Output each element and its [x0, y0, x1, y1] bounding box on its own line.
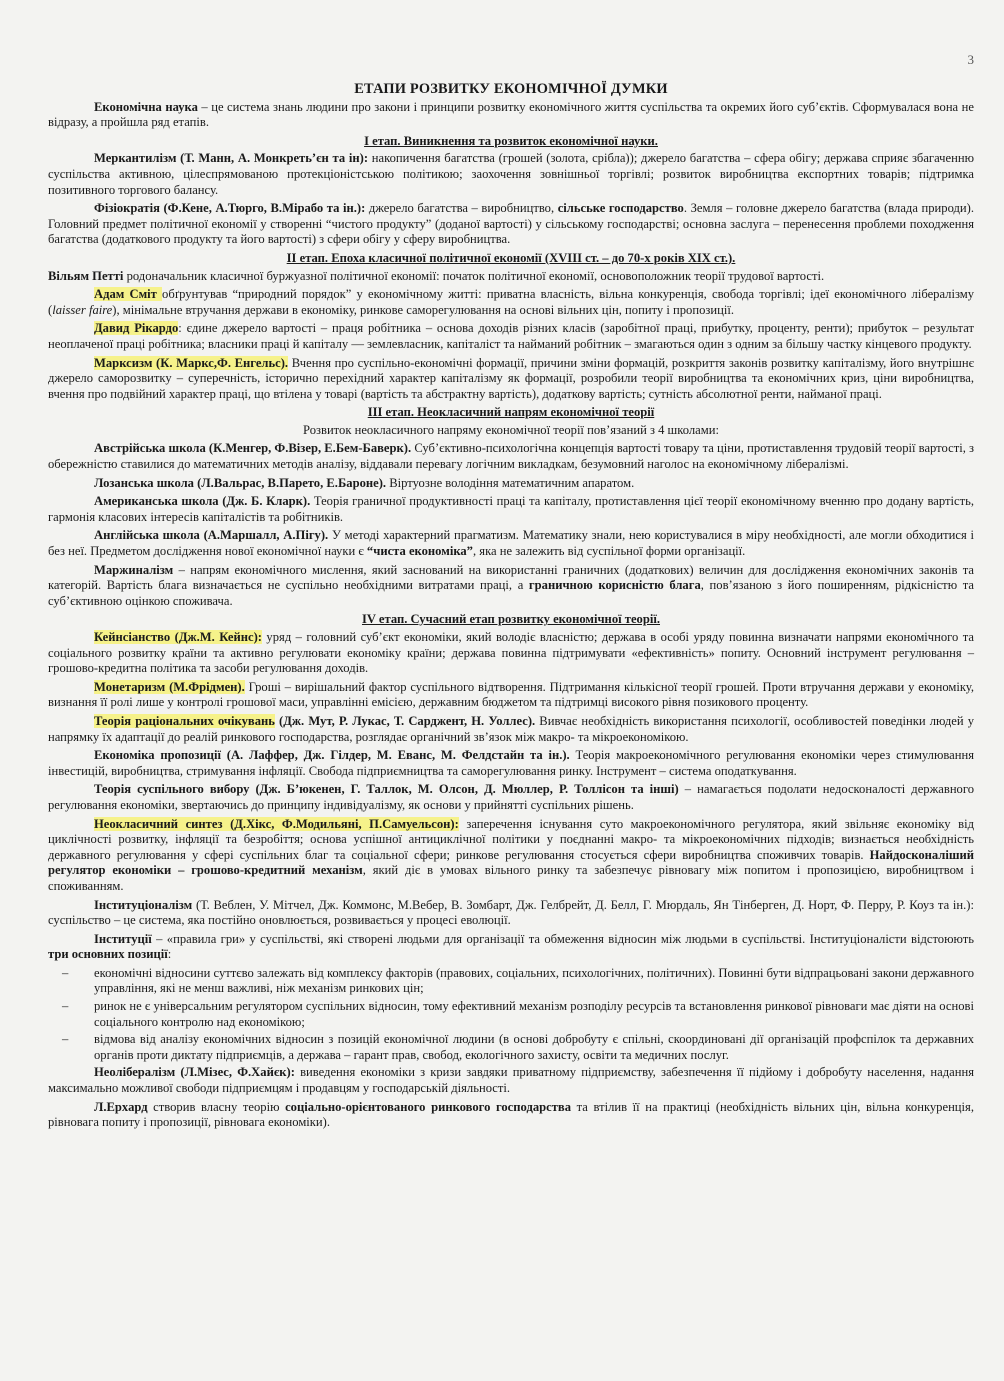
page-title: ЕТАПИ РОЗВИТКУ ЕКОНОМІЧНОЇ ДУМКИ [354, 81, 668, 97]
text: – намагається подолати недосконалості державного регулювання економіки, звертаючись до принципу індивідуалізму, як основи у прийнятті суспільних рішень. [48, 782, 975, 812]
mercantilism-paragraph [48, 151, 974, 198]
stage-2-heading: ІІ етап. Епоха класичної політичної економії (XVIII ст. – до 70-х років XIX ст.). [286, 250, 736, 265]
institutionalism-paragraph [48, 898, 974, 929]
highlighted-term: Монетаризм (М.Фрідмен). [94, 679, 245, 694]
term: Економіка пропозиції (А. Лаффер, Дж. Гілдер, М. Еванс, М. Фелдстайн та ін.). [94, 748, 570, 763]
neoclassical-synthesis-paragraph [48, 817, 974, 895]
smith-paragraph [48, 287, 974, 318]
text: виведення економіки з кризи завдяки приватному підприємству, забезпечення її підйому і добробуту населення, надання максимально можливої свободи підприємцям і продавцям у господарській діяльності. [48, 1065, 974, 1096]
text: ), мінімальне втручання держави в економіку, ринкове саморегулювання на основі вільних цін, попиту і пропозиції. [112, 302, 734, 317]
term: Маржиналізм [94, 562, 174, 577]
term: (Дж. Мут, Р. Лукас, Т. Сарджент, Н. Уоллес). [274, 713, 536, 728]
highlighted-term: Теорія раціональних очікувань [94, 713, 275, 728]
rational-expectations-paragraph [48, 714, 974, 745]
stage-3-intro: Розвиток неокласичного напряму економічної теорії пов’язаний з 4 школами: [303, 422, 719, 437]
text: джерело багатства – виробництво, [365, 201, 558, 216]
text: родоначальник класичної буржуазної політичної економії: початок політичної економії, основоположник теорії трудової вартості. [123, 268, 825, 283]
highlighted-term: Давид Рікардо [94, 321, 179, 336]
text: Вчення про суспільно-економічні формації, причини зміни формацій, розкриття законів розвитку капіталізму, його внутрішнє джерело саморозвитку – суперечність, історично перехідний характер капіталізму як формації, розробили теорії виробництва та економічних криз, ціни виробництва, вчення про подвійний характер праці, що втілена у товарі (вартість та абстрактну вартість), додаткову вартість; сутність абсолютної ренти, найманої праці. [48, 355, 974, 401]
american-school-paragraph [48, 494, 974, 525]
text: створив власну теорію [147, 1099, 286, 1114]
petty-paragraph [48, 269, 974, 285]
text: . Земля – головне джерело багатства (влада природи). Головний предмет політичної економії у створенні “чистого продукту” (доданої вартості) у сільському господарстві; основна заслуга – перенесення проблеми походження багатства (додаткового продукту та його вартості) з сфери обігу у сферу виробництва. [48, 201, 974, 247]
lausanne-school-paragraph [48, 476, 974, 492]
text: – «правила гри» у суспільстві, які створені людьми для організації та обмеження відносин між людьми в суспільстві. Інституціоналісти відстоюють [151, 931, 974, 946]
term: Меркантилізм (Т. Манн, А. Монкреть’єн та ін): [94, 151, 369, 166]
marxism-paragraph [48, 356, 974, 403]
highlighted-term: Марксизм (К. Маркс,Ф. Енгельс). [94, 355, 289, 370]
term: Австрійська школа (К.Менгер, Ф.Візер, Е.Бем-Баверк). [94, 441, 412, 456]
term: Неолібералізм (Л.Мізес, Ф.Хайєк): [94, 1065, 295, 1080]
term: Л.Ерхард [94, 1099, 148, 1114]
text: обґрунтував “природний порядок” у економічному житті: приватна власність, вільна конкуренція, свобода торгівлі; ідеї економічного лібералізму ( [48, 287, 975, 317]
austrian-school-paragraph [48, 441, 974, 472]
term: Англійська школа (А.Маршалл, А.Пігу). [94, 528, 329, 543]
term: Інституціоналізм [94, 897, 193, 912]
highlighted-term: Адам Сміт [94, 287, 163, 302]
intro-paragraph [48, 100, 974, 131]
text: уряд – головний суб’єкт економіки, який володіє власністю; держава в особі уряду повинна визначати напрями економічного та соціального розвитку країни та активно регулювати економіку країни; держава повинна підтримувати «ефективність» попиту. Основний інструмент регулювання – грошово-кредитна політика та засоби регулювання доходів. [48, 630, 974, 676]
text: : єдине джерело вартості – праця робітника – основа доходів різних класів (заробітної праці, прибутку, проценту, ренти); прибуток – результат неоплаченої праці робітника; власники праці й капіталу — землевласник, капіталіст та найманий робітник – змагаються один з одним за більшу частку кінцевого продукту. [48, 321, 974, 351]
text: Суб’єктивно-психологічна концепція вартості товару та ціни, протиставлення трудовій теорії вартості, з обережністю ставилися до математичних методів аналізу, віддавали перевагу логічним викладкам, безумовний наголос на економічному лібералізмі. [48, 441, 975, 472]
term: соціально-орієнтованого ринкового господарства [285, 1099, 571, 1114]
term: сільське господарство [557, 201, 684, 216]
page-number: 3 [967, 52, 974, 67]
term: Лозанська школа (Л.Вальрас, В.Парето, Е.Бароне). [94, 475, 387, 490]
keynesianism-paragraph [48, 630, 974, 677]
term: Інституції [94, 931, 152, 946]
erhard-paragraph [48, 1100, 974, 1131]
text: накопичення багатства (грошей (золота, срібла)); джерело багатства – сфера обігу; держава сприяє збагаченню суспільства активною, цілеспрямованою протекціоністською політикою; заохочення зовнішньої торгівлі; розвиток виробництва експортних товарів; підтримка позитивного торгового балансу. [48, 151, 974, 197]
term: граничною корисністю блага [528, 578, 701, 593]
public-choice-paragraph [48, 782, 974, 813]
english-school-paragraph [48, 528, 974, 559]
neoliberalism-paragraph [48, 1065, 974, 1096]
stage-1-heading: І етап. Виникнення та розвиток економічної науки. [364, 133, 658, 148]
text: Теорія макроекономічного регулювання економіки через стимулювання інвестицій, виробництва, стримування інфляції. Свобода підприємництва та саморегулювання ринку. Інструмент – система оподаткування. [48, 748, 974, 778]
text: Віртуозне володіння математичним апаратом. [386, 475, 635, 490]
list-item: – відмова від аналізу економічних відносин з позицій економічної людини (в основі добробуту є спільні, скоординовані дії організацій профспілок та державних органів проти диктату підприємців, а держава – гарант прав, свобод, екологічного захисту, освіти та медичних послуг. [48, 1032, 974, 1063]
marginalism-paragraph [48, 563, 974, 610]
term: “чиста економіка” [366, 544, 473, 559]
physiocracy-paragraph [48, 201, 974, 248]
positions-list [48, 966, 974, 1064]
text: – це система знань людини про закони і принципи розвитку економічного життя суспільства та окремих його суб’єктів. Сформувалася вона не відразу, а пройшла ряд етапів. [48, 99, 974, 130]
text: , пов’язаною з його поширенням, рідкісністю та суб’єктивною оцінкою споживача. [48, 578, 974, 608]
institutions-paragraph [48, 932, 974, 963]
text: У методі характерний прагматизм. Математику знали, нею користувалися в міру необхідності, але могли обходитися і без неї. Предметом дослідження нової економічної науки є [48, 528, 974, 559]
ricardo-paragraph [48, 321, 974, 352]
term: Економічна наука [94, 99, 198, 114]
highlighted-term: Кейнсіанство (Дж.М. Кейнс): [94, 630, 262, 644]
text: Теорія граничної продуктивності праці та капіталу, протиставлення цієї теорії економічному вченню про додану вартість, гармонія класових інтересів капіталістів та робітників. [48, 494, 974, 524]
text: Гроші – вирішальний фактор суспільного відтворення. Підтримання кількісної теорії грошей. Проти втручання держави у економіку, визнання її ролі лише у контролі грошової маси, управлінні емісією, державним бюджетом та підтримці високого рівня позикового проценту. [48, 679, 974, 710]
highlighted-term: Неокласичний синтез (Д.Хікс, Ф.Модильяні, П.Самуельсон): [94, 816, 459, 831]
term: три основних позиції [48, 947, 168, 962]
text: заперечення існування суто макроекономічного регулятора, який звільняє економіку від циклічності розвитку, інфляції та безробіття; основа успішної антициклічної політики у поєднанні макро- та мікроекономічних підходів; визнається необхідність державного регулювання у сфері суспільних благ та соціальної сфери; ринкове регулювання стосується сфери виробництва споживчих товарів. [48, 816, 974, 862]
monetarism-paragraph [48, 680, 974, 711]
supply-side-paragraph [48, 748, 974, 779]
stage-3-heading: ІІІ етап. Неокласичний напрям економічної теорії [367, 405, 655, 420]
text: (Т. Веблен, У. Мітчел, Дж. Коммонс, М.Вебер, В. Зомбарт, Дж. Гелбрейт, Д. Белл, Г. Мюрдаль, Ян Тінберген, Д. Норт, Ф. Перру, Р. Коуз та ін.): суспільство – це система, яка постійно оновлюється, розвивається у процесі еволюції. [48, 897, 974, 928]
text: , яка не залежить від суспільної форми організації. [472, 544, 746, 559]
term: Найдосконаліший регулятор економіки – грошово-кредитний механізм [48, 847, 974, 878]
term: Американська школа (Дж. Б. Кларк). [94, 494, 311, 509]
term: Вільям Петті [48, 268, 124, 283]
text: Вивчає необхідність використання психології, особливостей поведінки людей у напрямку їх адаптації до реалій ринкового господарства, розглядає органічний зв’язок між макро- та мікроекономікою. [48, 713, 974, 744]
text: та втілив її на практиці (необхідність вільних цін, вільна конкуренція, рівновага попиту і пропозиції, рівновага економіки). [48, 1099, 974, 1130]
list-item: – економічні відносини суттєво залежать від комплексу факторів (правових, соціальних, психологічних, політичних). Повинні бути відпрацьовані закони державного управління, які не менш важливі, ніж механізм ринкових цін; [48, 966, 974, 997]
list-item: – ринок не є універсальним регулятором суспільних відносин, тому ефективний механізм розподілу ресурсів та встановлення ринкової рівноваги має діяти на основі соціального контролю над економікою; [48, 999, 974, 1030]
text: – напрям економічного мислення, який заснований на використанні граничних (додаткових) величин для дослідження економічних законів та категорій. Вартість блага визначається не суспільно необхідними витратами праці, а [48, 562, 974, 593]
italic-term: laisser faire [52, 302, 113, 317]
term: Фізіократія (Ф.Кене, А.Тюрго, В.Мірабо та ін.): [94, 201, 366, 216]
stage-4-heading: IV етап. Сучасний етап розвитку економічної теорії. [361, 612, 660, 627]
text: , який діє в умовах вільного ринку та забезпечує рівновагу між попитом і пропозицією, виробництвом і споживанням. [48, 863, 974, 893]
text: : [167, 947, 172, 962]
term: Теорія суспільного вибору (Дж. Б’юкенен, Г. Таллок, М. Олсон, Д. Мюллер, Р. Толлісон та інші) [94, 782, 679, 797]
